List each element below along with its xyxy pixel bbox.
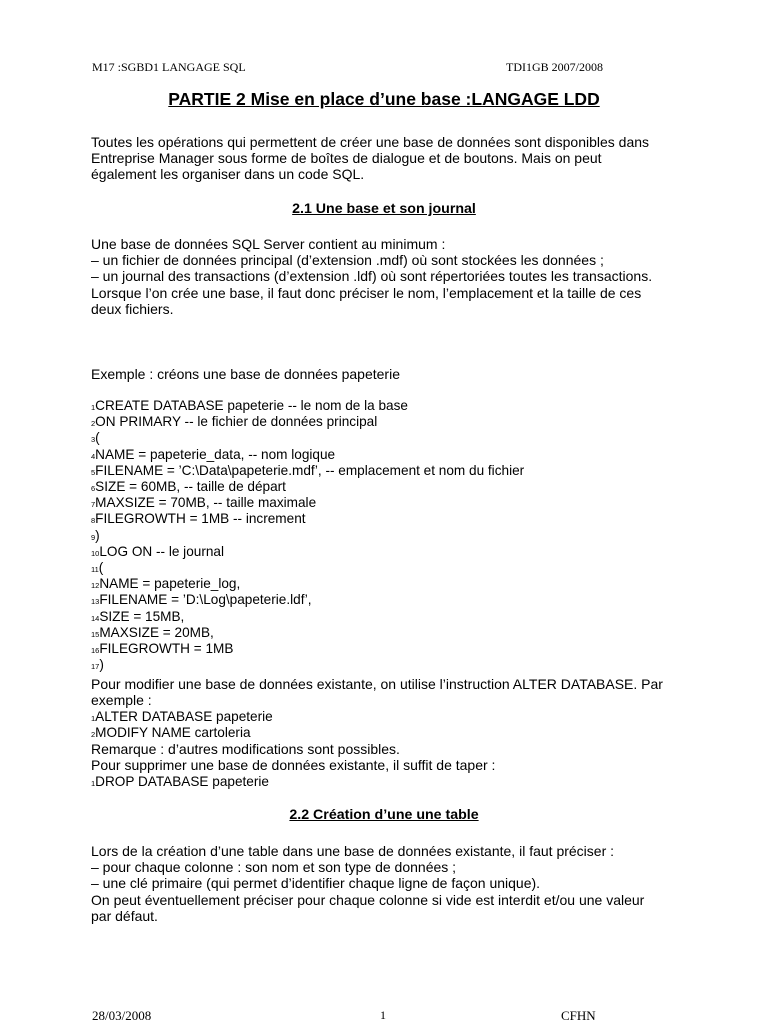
line-number: 4 [91, 451, 96, 461]
section2-line: par défaut. [91, 907, 158, 924]
line-number: 12 [91, 581, 100, 591]
section2-line: – une clé primaire (qui permet d’identifier chaque ligne de façon unique). [91, 875, 541, 892]
line-number: 13 [91, 597, 100, 607]
line-number: 10 [91, 548, 100, 558]
code-text: CREATE DATABASE papeterie -- le nom de la base [95, 398, 408, 413]
code-text: ON PRIMARY -- le fichier de données principal [95, 414, 378, 430]
code-line [91, 657, 104, 675]
code-text: ) [95, 527, 100, 543]
code-text: ( [98, 560, 104, 575]
page-number: 1 [380, 1008, 386, 1022]
code-text: SIZE = 15MB, [99, 608, 185, 624]
line-number: 1 [91, 714, 96, 723]
section2-paragraph [91, 843, 691, 924]
code-text: SIZE = 60MB, -- taille de départ [95, 479, 286, 494]
code-text: ALTER DATABASE papeterie [95, 709, 273, 724]
line-number: 17 [91, 662, 100, 672]
header-course: M17 :SGBD1 LANGAGE SQL [92, 60, 246, 74]
code-text: NAME = papeterie_log, [99, 576, 241, 592]
intro-line: également les organiser dans un code SQL. [91, 166, 365, 183]
intro-line: Toutes les opérations qui permettent de créer une base de données sont disponibles dans [91, 134, 650, 150]
section1-paragraph [91, 236, 691, 317]
code-line [91, 774, 269, 792]
section-heading-2-2: 2.2 Création d’une une table [289, 807, 479, 823]
section2-line: On peut éventuellement préciser pour chaque colonne si vide est interdit et/ou une valeur [91, 891, 645, 908]
code-text: FILEGROWTH = 1MB [99, 641, 234, 656]
page-title: PARTIE 2 Mise en place d’une base :LANGAGE LDD [168, 89, 600, 109]
remark-line: Remarque : d’autres modifications sont possibles. [91, 741, 400, 757]
alter-intro-line: Pour modifier une base de données existante, on utilise l’instruction ALTER DATABASE. Par [91, 676, 663, 692]
footer-author: CFHN [561, 1008, 596, 1023]
code-text: MAXSIZE = 70MB, -- taille maximale [95, 495, 317, 511]
footer-date: 28/03/2008 [92, 1008, 152, 1023]
line-number: 11 [91, 565, 99, 574]
alter-intro-line: exemple : [91, 692, 152, 709]
section-heading-2-1: 2.1 Une base et son journal [292, 201, 476, 217]
code-text: LOG ON -- le journal [99, 543, 224, 559]
section2-line: Lors de la création d’une table dans une base de données existante, il faut préciser : [91, 843, 615, 859]
drop-intro: Pour supprimer une base de données existante, il suffit de taper : [91, 757, 496, 773]
section2-line: – pour chaque colonne : son nom et son type de données ; [91, 859, 457, 876]
intro-line: Entreprise Manager sous forme de boîtes de dialogue et de boutons. Mais on peut [91, 150, 602, 167]
intro-paragraph [91, 134, 691, 183]
section1-line: deux fichiers. [91, 300, 174, 317]
code-text: FILENAME = ’D:\Log\papeterie.ldf’, [99, 592, 312, 608]
code-line [91, 511, 306, 529]
code-text: NAME = papeterie_data, -- nom logique [95, 446, 336, 462]
line-number: 1 [91, 779, 96, 788]
line-number: 15 [91, 629, 100, 639]
line-number: 3 [91, 435, 96, 445]
alter-intro [91, 676, 691, 708]
line-number: 2 [91, 730, 96, 740]
line-number: 9 [91, 532, 96, 542]
line-number: 8 [91, 516, 96, 526]
code-line [91, 414, 377, 432]
line-number: 5 [91, 467, 96, 477]
section1-line: – un journal des transactions (d’extension .ldf) où sont répertoriées toutes les transactions. [91, 268, 653, 285]
example-intro: Exemple : créons une base de données papeterie [91, 366, 400, 382]
line-number: 1 [91, 403, 96, 412]
code-line [91, 641, 233, 659]
section1-line: Lorsque l’on crée une base, il faut donc préciser le nom, l’emplacement et la taille de ces [91, 284, 642, 301]
line-number: 2 [91, 419, 96, 429]
code-text: FILEGROWTH = 1MB -- increment [95, 511, 306, 527]
code-line [91, 544, 224, 562]
code-text: MAXSIZE = 20MB, [99, 624, 214, 640]
section1-line: Une base de données SQL Server contient au minimum : [91, 236, 446, 252]
line-number: 7 [91, 500, 96, 510]
line-number: 14 [91, 613, 100, 623]
line-number: 16 [91, 646, 100, 655]
code-text: MODIFY NAME cartoleria [95, 725, 251, 741]
line-number: 6 [91, 484, 96, 493]
section1-line: – un fichier de données principal (d’extension .mdf) où sont stockées les données ; [91, 252, 604, 269]
code-text: FILENAME = ’C:\Data\papeterie.mdf’, -- emplacement et nom du fichier [95, 462, 525, 478]
code-text: DROP DATABASE papeterie [95, 774, 269, 789]
code-text: ( [95, 430, 100, 446]
header-class-year: TDI1GB 2007/2008 [506, 60, 603, 74]
code-text: ) [99, 657, 104, 673]
